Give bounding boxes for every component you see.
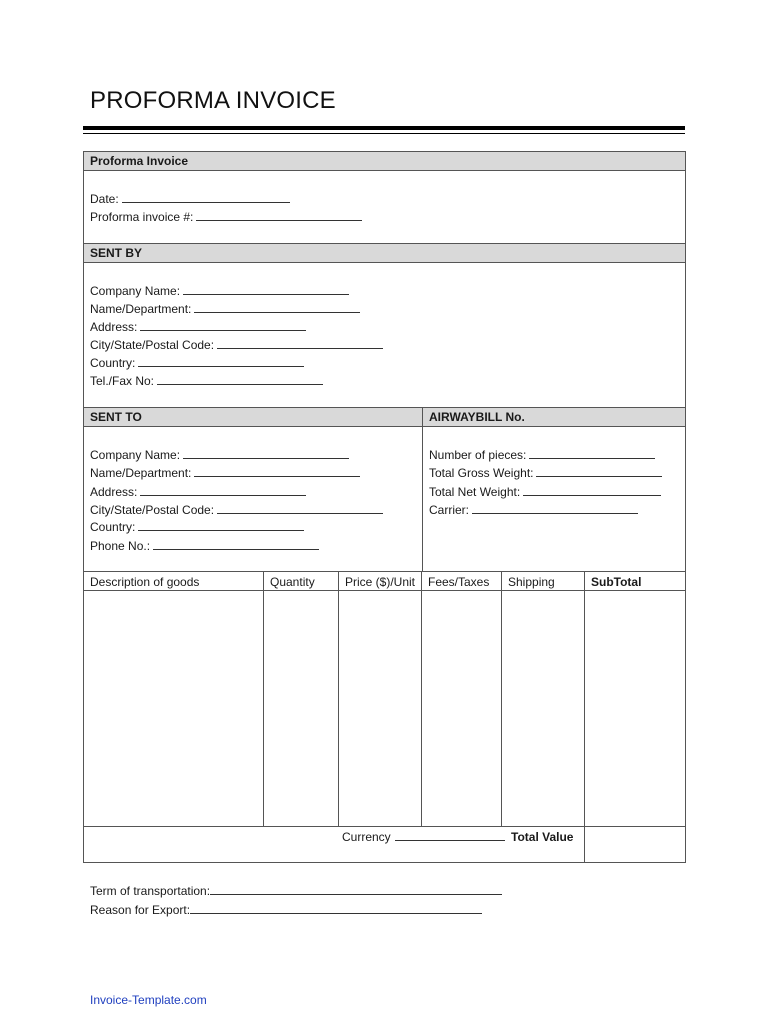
pieces-label: Number of pieces: (429, 448, 527, 462)
sent-by-company-field[interactable] (90, 282, 349, 300)
col-divider-1 (263, 571, 264, 827)
col-header-fees: Fees/Taxes (428, 575, 490, 589)
sent-to-department-field[interactable] (90, 464, 360, 482)
sent-to-divider (422, 426, 423, 572)
date-field[interactable] (90, 190, 290, 208)
pieces-field[interactable] (429, 446, 655, 464)
col-header-price: Price ($)/Unit (345, 575, 416, 589)
sent-to-city-field[interactable] (90, 501, 383, 519)
pieces-blank[interactable] (529, 447, 655, 459)
sent-by-tel-label: Tel./Fax No: (90, 374, 155, 388)
col-divider-5 (584, 571, 585, 863)
col-header-shipping: Shipping (508, 575, 555, 589)
sent-by-city-label: City/State/Postal Code: (90, 338, 215, 352)
sent-by-address-blank[interactable] (140, 319, 306, 331)
airwaybill-header: AIRWAYBILL No. (422, 407, 686, 427)
sent-by-address-label: Address: (90, 320, 138, 334)
proforma-number-field[interactable] (90, 208, 362, 226)
sent-to-country-blank[interactable] (138, 519, 304, 531)
sent-to-company-field[interactable] (90, 446, 349, 464)
sent-to-department-label: Name/Department: (90, 466, 192, 480)
sent-by-department-label: Name/Department: (90, 302, 192, 316)
sent-by-country-blank[interactable] (138, 355, 304, 367)
sent-to-company-label: Company Name: (90, 448, 181, 462)
sent-to-country-label: Country: (90, 520, 136, 534)
sent-by-header: SENT BY (83, 243, 686, 263)
page-title: PROFORMA INVOICE (90, 87, 336, 114)
sent-by-department-blank[interactable] (194, 301, 360, 313)
transportation-term-field[interactable] (90, 882, 502, 900)
gross-weight-field[interactable] (429, 464, 662, 482)
sent-to-header: SENT TO (83, 407, 423, 427)
sent-to-company-blank[interactable] (183, 447, 349, 459)
sent-by-country-field[interactable] (90, 354, 304, 372)
sent-to-address-label: Address: (90, 485, 138, 499)
sent-by-city-field[interactable] (90, 336, 383, 354)
transportation-term-blank[interactable] (210, 883, 502, 895)
title-rule-thick (83, 126, 685, 130)
sent-by-company-label: Company Name: (90, 284, 181, 298)
total-value-cell[interactable] (585, 827, 685, 862)
proforma-number-blank[interactable] (196, 209, 362, 221)
export-reason-blank[interactable] (190, 902, 482, 914)
currency-label: Currency (342, 830, 391, 844)
proforma-section-header: Proforma Invoice (83, 151, 686, 171)
transportation-term-label: Term of transportation: (90, 884, 211, 898)
proforma-number-label: Proforma invoice #: (90, 210, 194, 224)
carrier-field[interactable] (429, 501, 638, 519)
sent-to-city-label: City/State/Postal Code: (90, 503, 215, 517)
col-header-description: Description of goods (90, 575, 200, 589)
carrier-blank[interactable] (472, 502, 638, 514)
goods-table (83, 571, 686, 863)
sent-to-phone-label: Phone No.: (90, 539, 151, 553)
currency-blank[interactable] (395, 829, 505, 841)
date-label: Date: (90, 192, 119, 206)
sent-to-phone-blank[interactable] (153, 538, 319, 550)
sent-to-department-blank[interactable] (194, 465, 360, 477)
net-weight-blank[interactable] (523, 484, 661, 496)
export-reason-label: Reason for Export: (90, 903, 191, 917)
sent-to-phone-field[interactable] (90, 537, 319, 555)
sent-by-department-field[interactable] (90, 300, 360, 318)
sent-by-company-blank[interactable] (183, 283, 349, 295)
col-divider-2 (338, 571, 339, 827)
footer-link[interactable]: Invoice-Template.com (90, 993, 207, 1007)
sent-by-address-field[interactable] (90, 318, 306, 336)
gross-weight-label: Total Gross Weight: (429, 466, 534, 480)
net-weight-label: Total Net Weight: (429, 485, 521, 499)
sent-to-address-blank[interactable] (140, 484, 306, 496)
col-header-subtotal: SubTotal (591, 575, 642, 589)
export-reason-field[interactable] (90, 901, 482, 919)
net-weight-field[interactable] (429, 483, 661, 501)
col-divider-4 (501, 571, 502, 827)
col-divider-3 (421, 571, 422, 827)
sent-to-country-field[interactable] (90, 518, 304, 536)
title-rule-thin (83, 133, 685, 134)
sent-by-city-blank[interactable] (217, 337, 383, 349)
col-header-quantity: Quantity (270, 575, 315, 589)
sent-to-address-field[interactable] (90, 483, 306, 501)
sent-by-tel-field[interactable] (90, 372, 323, 390)
sent-by-country-label: Country: (90, 356, 136, 370)
currency-field[interactable] (342, 828, 505, 846)
sent-to-city-blank[interactable] (217, 502, 383, 514)
gross-weight-blank[interactable] (536, 465, 662, 477)
date-blank[interactable] (122, 191, 290, 203)
total-value-label: Total Value (511, 830, 574, 844)
carrier-label: Carrier: (429, 503, 470, 517)
sent-by-tel-blank[interactable] (157, 373, 323, 385)
